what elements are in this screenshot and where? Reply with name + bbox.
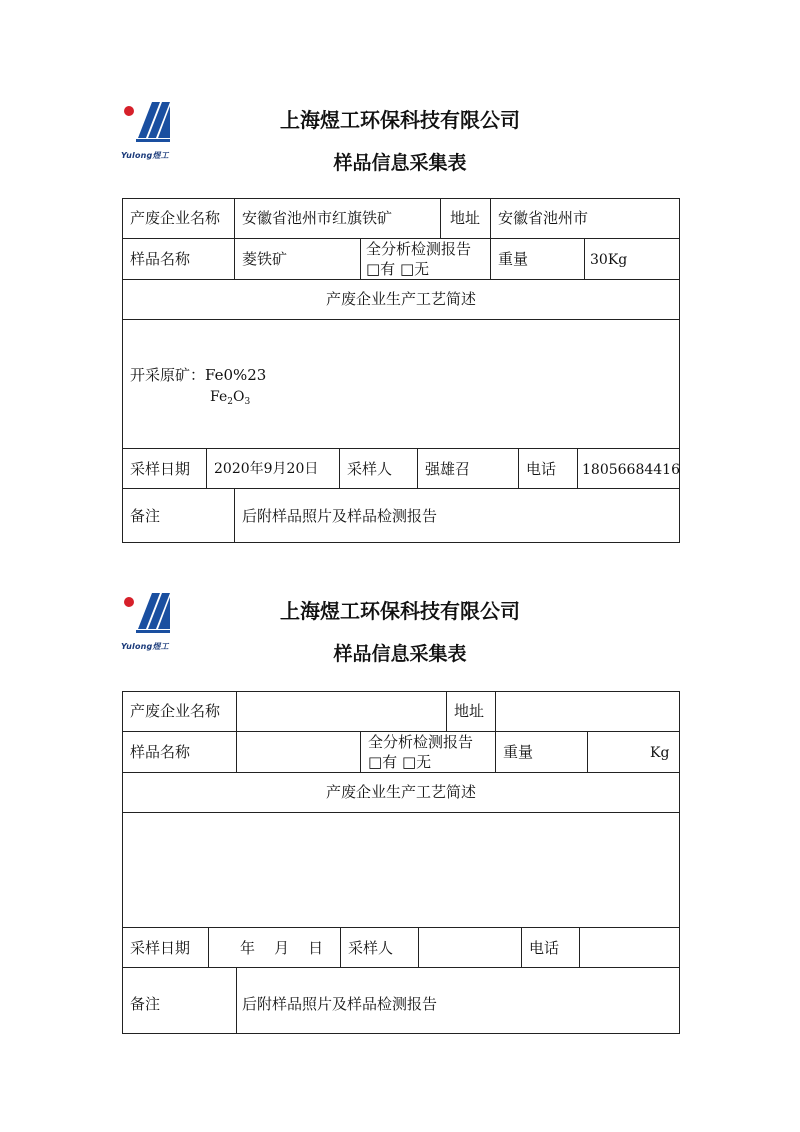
form-title: 样品信息采集表 (333, 643, 467, 665)
company-name: 上海煜工环保科技有限公司 (280, 599, 520, 623)
process-line-2: $Fe_2O_3$ (210, 389, 251, 407)
remarks-label: 备注 (130, 995, 161, 1013)
sampler-label: 采样人 (347, 460, 393, 478)
enterprise-label: 产废企业名称 (130, 702, 221, 720)
phone-value: 18056684416 (582, 462, 680, 478)
sample-name-label: 样品名称 (130, 743, 191, 761)
enterprise-value: 安徽省池州市红旗铁矿 (242, 209, 393, 227)
sample-info-table-blank (122, 691, 680, 1034)
weight-unit: Kg (650, 745, 670, 761)
remarks-value: 后附样品照片及样品检测报告 (242, 995, 438, 1013)
weight-label: 重量 (503, 743, 534, 761)
process-label: 产废企业生产工艺简述 (325, 290, 476, 308)
sampling-date-label: 采样日期 (130, 460, 191, 478)
sampling-date-value: 2020年9月20日 (214, 461, 319, 477)
weight-label: 重量 (498, 250, 529, 268)
report-label: 全分析检测报告 (368, 733, 474, 751)
sampler-label: 采样人 (348, 939, 394, 957)
phone-label: 电话 (526, 460, 557, 478)
sampling-date-label: 采样日期 (130, 939, 191, 957)
company-name: 上海煜工环保科技有限公司 (280, 108, 520, 132)
address-label: 地址 (454, 702, 485, 720)
sample-name-value: 菱铁矿 (242, 250, 288, 268)
report-options: □有 □无 (366, 260, 430, 278)
remarks-label: 备注 (130, 507, 161, 525)
process-line-1: 开采原矿：Fe0%23 (130, 366, 267, 384)
logo-text: Yulong煜工 (121, 642, 169, 651)
process-label: 产废企业生产工艺简述 (325, 783, 476, 801)
form-title: 样品信息采集表 (333, 152, 467, 174)
sample-name-label: 样品名称 (130, 250, 191, 268)
weight-value: 30Kg (590, 252, 628, 268)
report-label: 全分析检测报告 (366, 240, 472, 258)
sampling-date-value: 年 月 日 (240, 939, 324, 957)
address-value: 安徽省池州市 (498, 209, 589, 227)
phone-label: 电话 (529, 939, 560, 957)
address-label: 地址 (450, 209, 481, 227)
sample-info-table (122, 198, 680, 543)
sampler-value: 强雄召 (425, 460, 471, 478)
logo-text: Yulong煜工 (121, 151, 169, 160)
remarks-value: 后附样品照片及样品检测报告 (242, 507, 438, 525)
enterprise-label: 产废企业名称 (130, 209, 221, 227)
report-options: □有 □无 (368, 753, 432, 771)
